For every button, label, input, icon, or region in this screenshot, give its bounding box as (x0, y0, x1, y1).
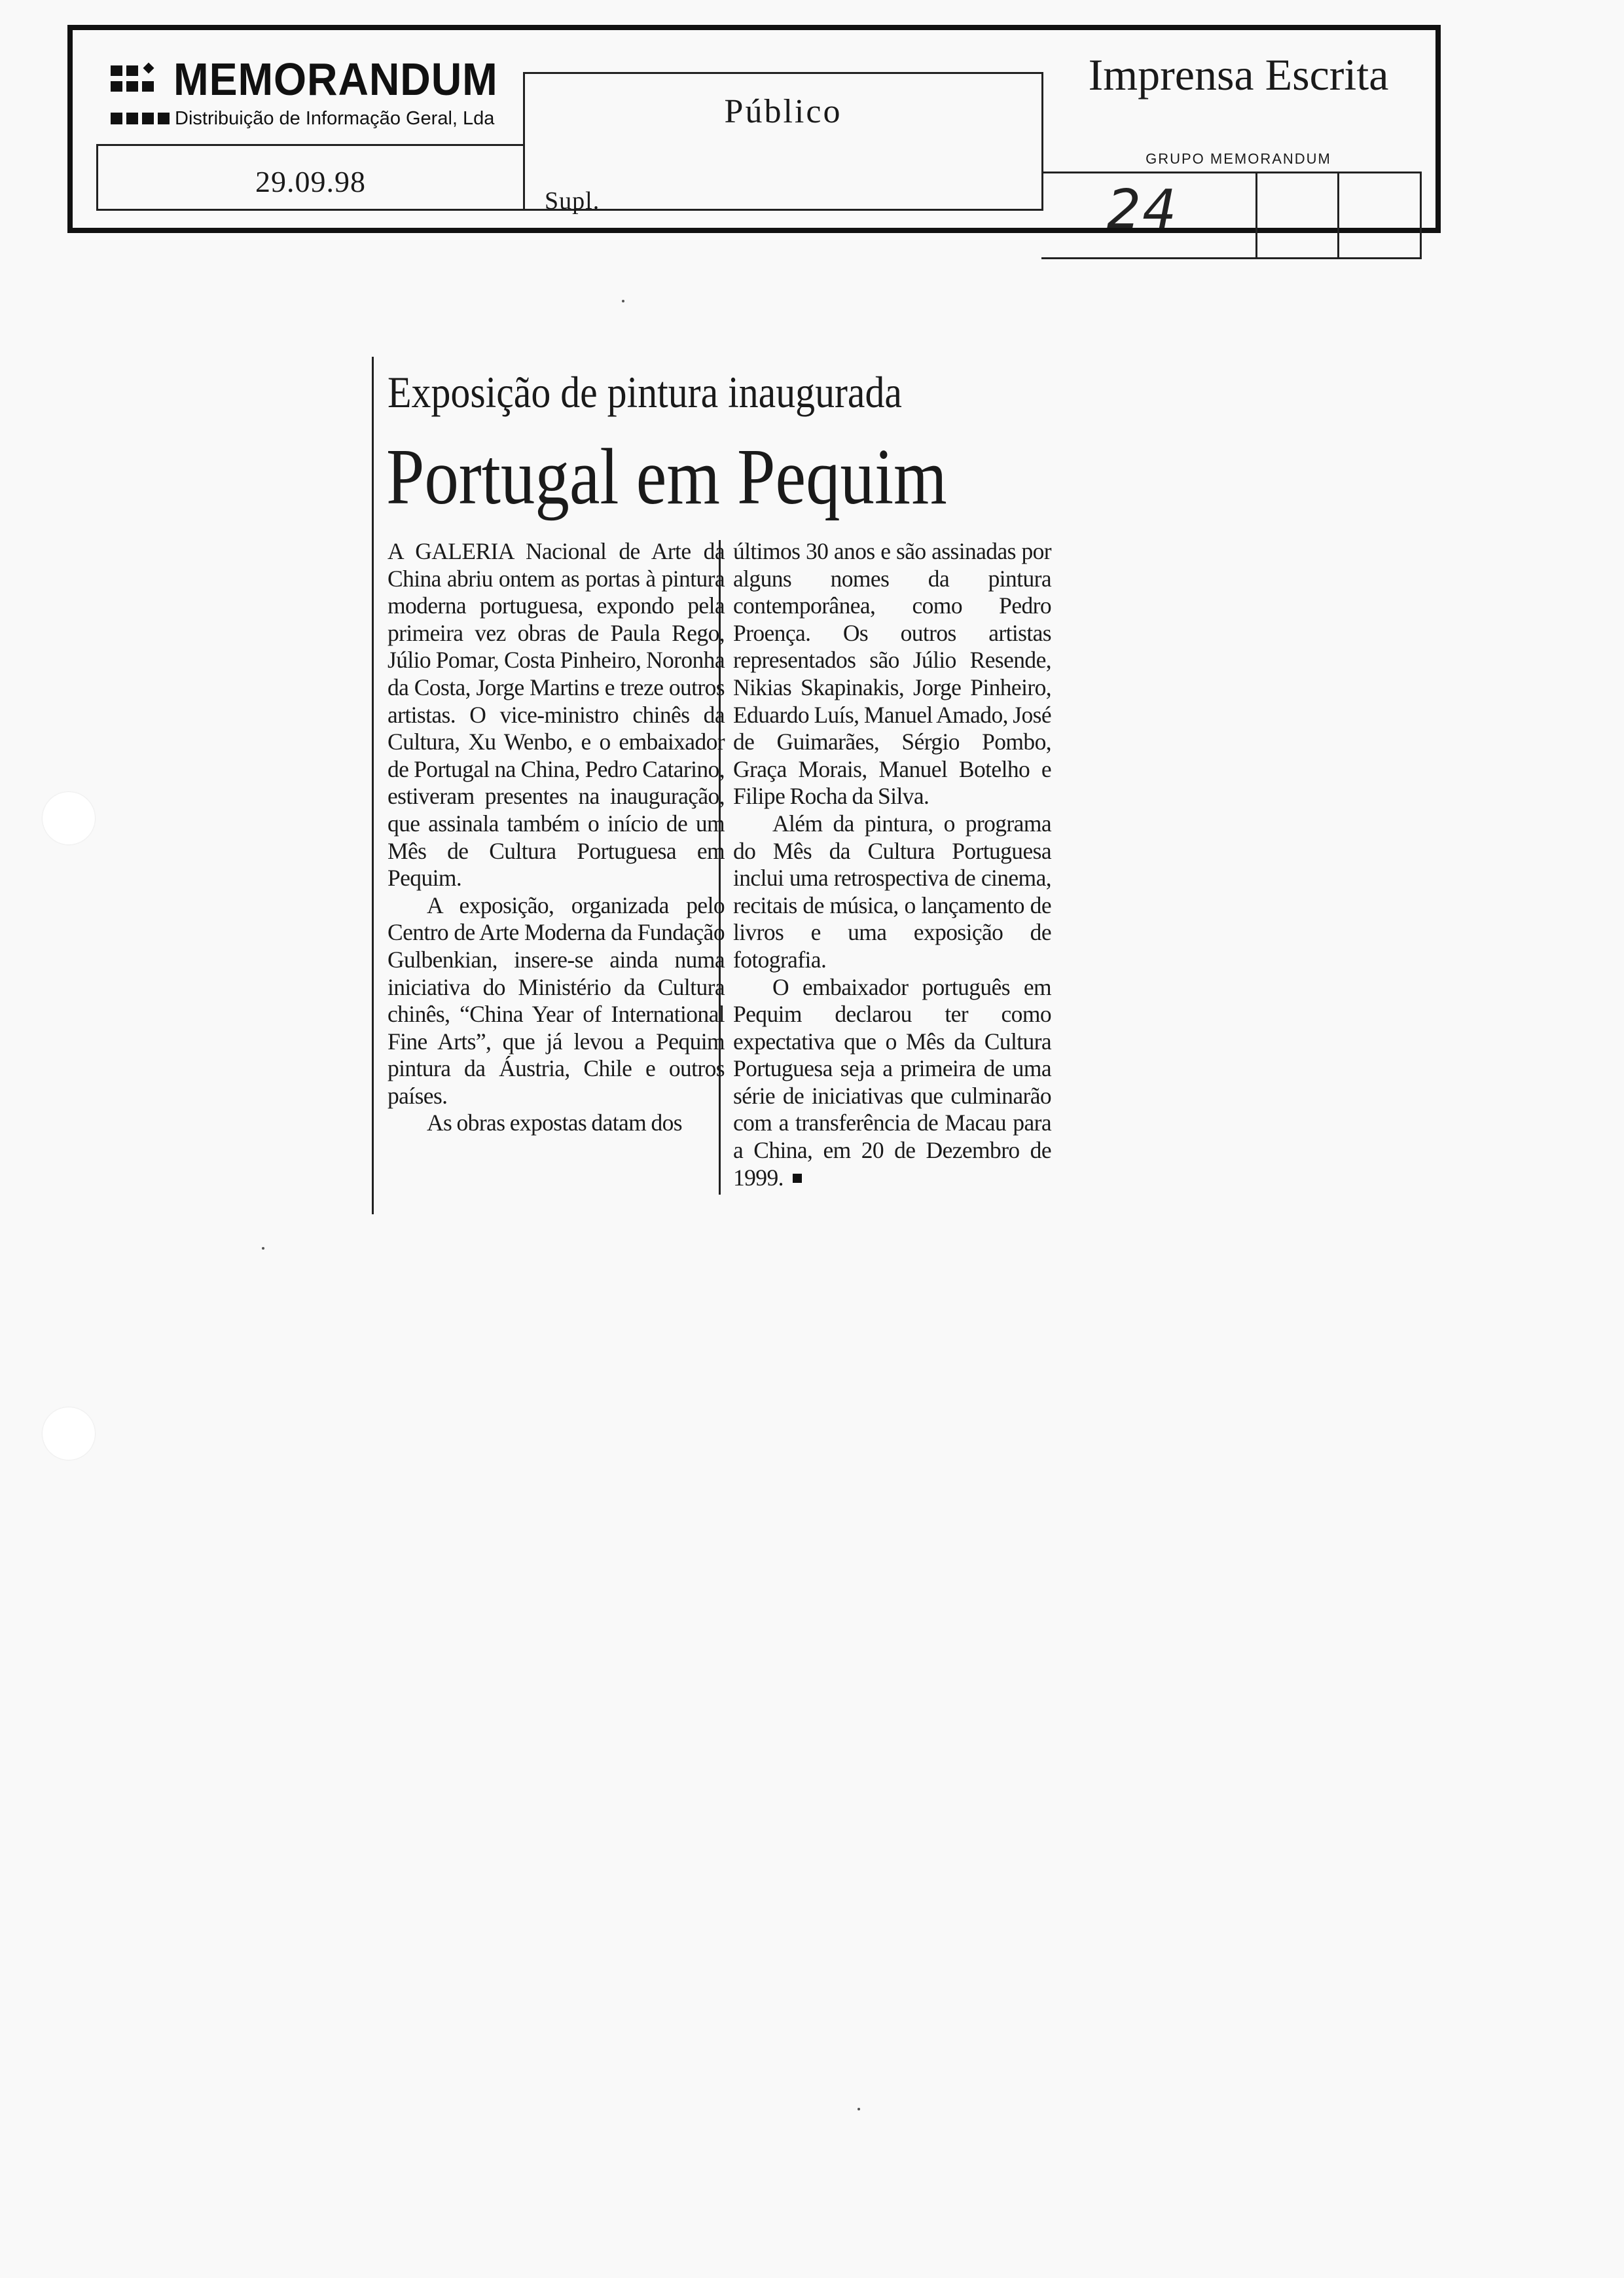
paragraph: últimos 30 anos e são assinadas por alguns nomes da pintura contemporânea, como Pedro Proença. Os outros artistas representados são Júlio Resende, Nikias Skapinakis, Jorge Pinheiro, Eduardo Luís, Manuel Amado, José de Guimarães, Sérgio Pombo, Graça Morais, Manuel Botelho e Filipe Rocha da Silva. (733, 538, 1051, 810)
speck (262, 1247, 264, 1250)
page-number-boxes (1041, 172, 1422, 259)
empty-box (1257, 173, 1339, 257)
paragraph: A GALERIA Nacional de Arte da China abriu ontem as portas à pintura moderna portuguesa, expondo pela primeira vez obras de Paula Rego, Júlio Pomar, Costa Pinheiro, Noronha da Costa, Jorge Martins e treze outros artistas. O vice-ministro chinês da Cultura, Xu Wenbo, e o embaixador de Portugal na China, Pedro Catarino, estiveram presentes na inauguração, que assinala também o início de um Mês de Cultura Portuguesa em Pequim. (388, 538, 725, 892)
paragraph: Além da pintura, o programa do Mês da Cultura Portuguesa inclui uma retrospectiva de cinema, recitais de música, o lançamento de livros e uma exposição de fotografia. (733, 810, 1051, 973)
date-box (96, 144, 525, 211)
supplement-label: Supl. (545, 187, 600, 215)
page-number-box (1041, 173, 1257, 257)
punch-hole (43, 1407, 95, 1460)
logo-title: MEMORANDUM (173, 54, 498, 105)
memorandum-logo-icon (111, 63, 173, 128)
memorandum-logo (96, 46, 525, 144)
column-rule-left (372, 357, 374, 1214)
group-label: GRUPO MEMORANDUM (1146, 151, 1331, 167)
empty-box (1339, 173, 1422, 257)
paragraph: O embaixador português em Pequim declarou ter como expectativa que o Mês da Cultura Portuguesa seja a primeira de uma série de iniciativas que culminarão com a transferência de Macau para a China, em 20 de Dezembro de 1999. (733, 973, 1051, 1191)
paragraph: As obras expostas datam dos (427, 1110, 682, 1136)
page-number: 24 (1107, 179, 1178, 241)
end-mark-icon (793, 1174, 802, 1183)
speck (622, 300, 624, 302)
section-title: Imprensa Escrita (1088, 50, 1389, 99)
article-column-2 (733, 538, 1051, 1191)
punch-hole (43, 792, 95, 844)
speck (857, 2108, 860, 2110)
publication-name: Público (724, 93, 842, 130)
publication-box (523, 72, 1043, 215)
article-kicker: Exposição de pintura inaugurada (388, 367, 902, 417)
logo-subtitle: Distribuição de Informação Geral, Lda (175, 108, 495, 129)
article-headline: Portugal em Pequim (386, 433, 947, 521)
clipping-date: 29.09.98 (255, 165, 366, 198)
clipping-stamp (67, 25, 1441, 241)
article-column-1 (388, 538, 725, 1137)
paragraph: A exposição, organizada pelo Centro de Arte Moderna da Fundação Gulbenkian, insere-se ainda numa iniciativa do Ministério da Cultura chinês, “China Year of International Fine Arts”, que já levou a Pequim pintura da Áustria, Chile e outros países. (388, 892, 725, 1109)
